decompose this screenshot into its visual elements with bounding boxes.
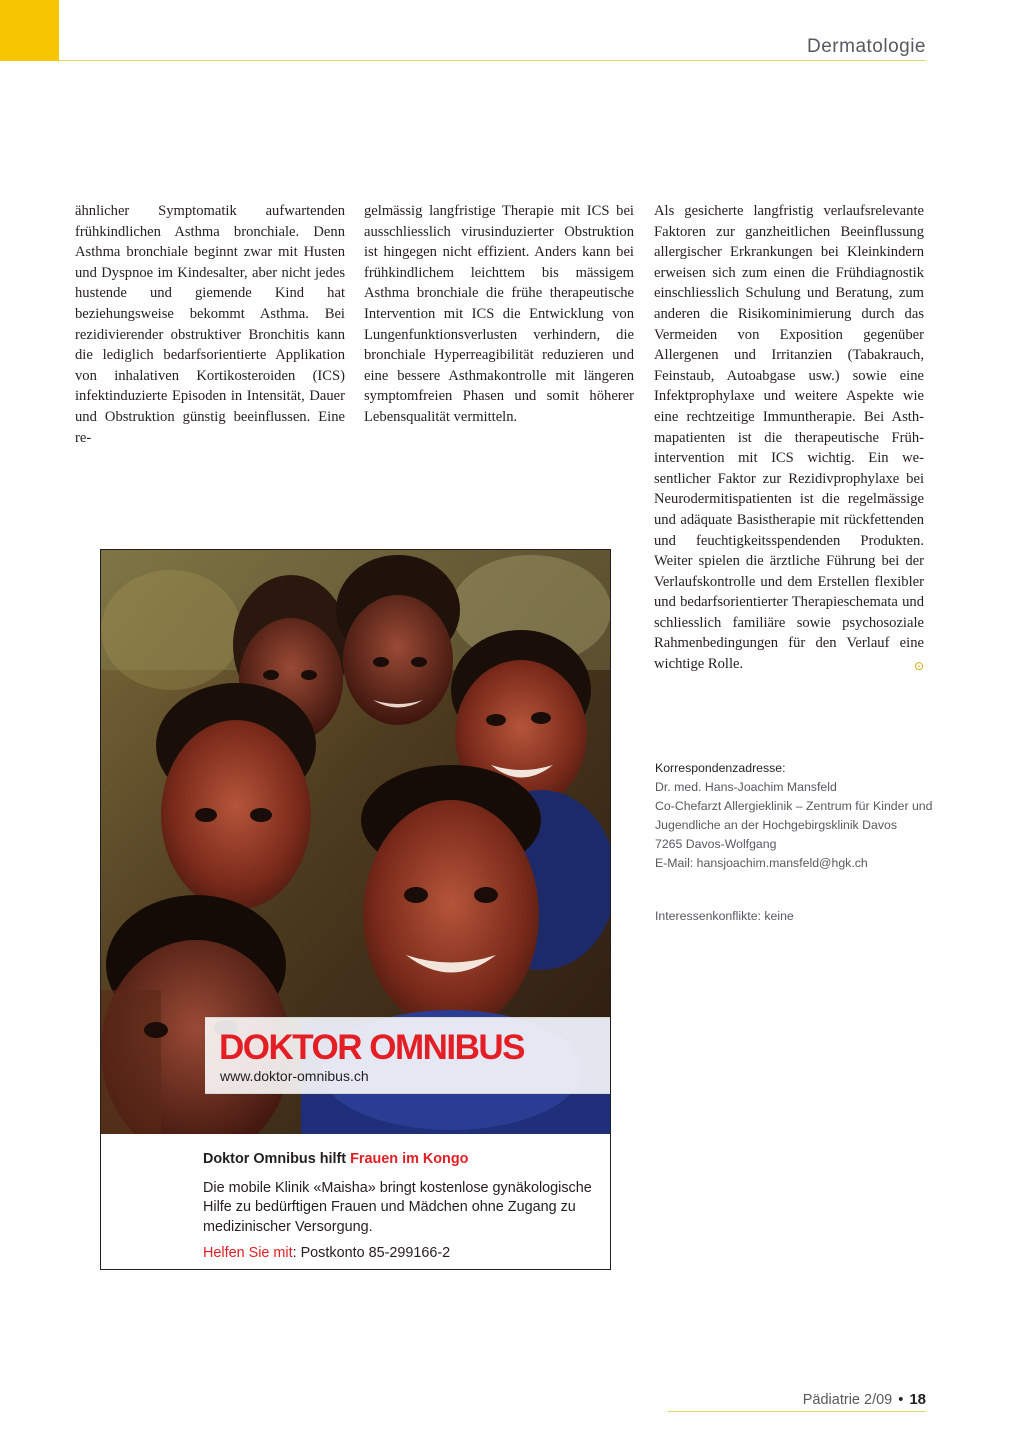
text-column-3-body: Als gesicherte langfristig verlaufsrelevante Faktoren zur ganzheitlichen Beeinflussung allergischer Erkrankungen bei Kleinkindern erweisen sich zum einen die Frühdiagnostik einschliesslich Schulung und Beratung, zum anderen die Risikominimierung durch das Vermeiden von Exposition gegenüber Allergenen und Irritanzien (Tabakrauch, Feinstaub, Autoabgase usw.) sowie eine Infektprophylaxe und weitere Aspekte wie eine rechtzeitige Immuntherapie. Bei Asthmapatienten ist die therapeutische Frühintervention mit ICS wichtig. Ein wesentlicher Faktor zur Rezidivprophylaxe bei Neurodermitispatienten ist die regelmässige und adäquate Basistherapie mit rückfettenden und feuchtigkeitsspendenden Produkten. Weiter spielen die ärztliche Führung bei der Verlaufskontrolle und dem Erstellen flexibler und bedarfsorientierter Therapieschemata und schliesslich familiäre sowie psychosoziale Rahmenbedingungen für den Verlauf eine wichtige Rolle. (654, 203, 924, 673)
text-column-2: gelmässig langfristige Therapie mit ICS bei ausschliesslich virusinduzierter Obstruktion ist hingegen nicht effizient. Anders kann bei frühkindlichem leichttem bis mässigem Asthma bronchiale die frühe therapeutische Intervention mit ICS die Entwicklung von Lungenfunktionsverlusten verhindern, die bronchiale Hyperreagibilität reduzieren und eine bessere Asthmakontrolle mit längeren symptomfreien Phasen und somit höherer Lebensqualität vermitteln. (364, 203, 634, 425)
conflicts-of-interest: Interessenkonflikte: keine (655, 909, 794, 923)
correspondence-block (655, 759, 933, 873)
footer-bullet: • (898, 1392, 904, 1408)
ad-banner-url[interactable]: www.doktor-omnibus.ch (220, 1068, 369, 1084)
header-rule (59, 60, 926, 61)
correspondence-email: E-Mail: hansjoachim.mansfeld@hgk.ch (655, 856, 868, 870)
ad-cta-red: Helfen Sie mit (203, 1245, 293, 1261)
footer-rule (668, 1411, 926, 1412)
correspondence-line: 7265 Davos-Wolfgang (655, 837, 777, 851)
journal-issue: Pädiatrie 2/09 (802, 1392, 893, 1408)
text-column-1: ähnlicher Symptomatik aufwartenden frühkindlichen Asthma bronchiale. Denn Asthma bronchiale beginnt zwar mit Husten und Dyspnoe im Kindesalter, aber nicht jedes hustende und giemende Kind hat beziehungsweise bekommt Asthma. Bei rezidivierender obstruktiver Bronchitis kann die lediglich bedarfsorientierte Applikation von inhalativen Kortikosteroiden (ICS) infektinduzierte Episoden in Intensität, Dauer und Obstruktion günstig beeinflussen. Eine re- (75, 203, 345, 446)
ad-banner-title: DOKTOR OMNIBUS (219, 1028, 525, 1067)
correspondence-line: Jugendliche an der Hochgebirgsklinik Davos (655, 818, 897, 832)
advertisement-box (100, 549, 611, 1270)
section-label: Dermatologie (807, 36, 926, 57)
page-footer (803, 1391, 926, 1408)
page-number: 18 (909, 1391, 926, 1408)
ad-banner (205, 1017, 611, 1094)
ad-text-block (203, 1150, 598, 1264)
ad-body: Die mobile Klinik «Maisha» bringt kostenlose gynäkologische Hilfe zu bedürftigen Frauen und Mädchen ohne Zugang zu medizinischer Versorgung. (203, 1179, 592, 1235)
correspondence-line: Dr. med. Hans-Joachim Mansfeld (655, 780, 837, 794)
ad-postal-account: Postkonto 85-299166-2 (300, 1245, 451, 1261)
ad-call-to-action (203, 1244, 598, 1264)
text-column-3 (654, 201, 924, 677)
ad-cta-separator: : (292, 1245, 301, 1261)
article-end-icon: ⊙ (913, 659, 924, 674)
ad-headline-red: Frauen im Kongo (350, 1151, 469, 1167)
correspondence-line: Co-Chefarzt Allergieklinik – Zentrum für Kinder und (655, 799, 933, 813)
ad-headline-black: Doktor Omnibus hilft (203, 1151, 351, 1167)
correspondence-title: Korrespondenzadresse: (655, 761, 786, 775)
ad-headline (203, 1150, 598, 1170)
yellow-corner-tab (0, 0, 59, 61)
